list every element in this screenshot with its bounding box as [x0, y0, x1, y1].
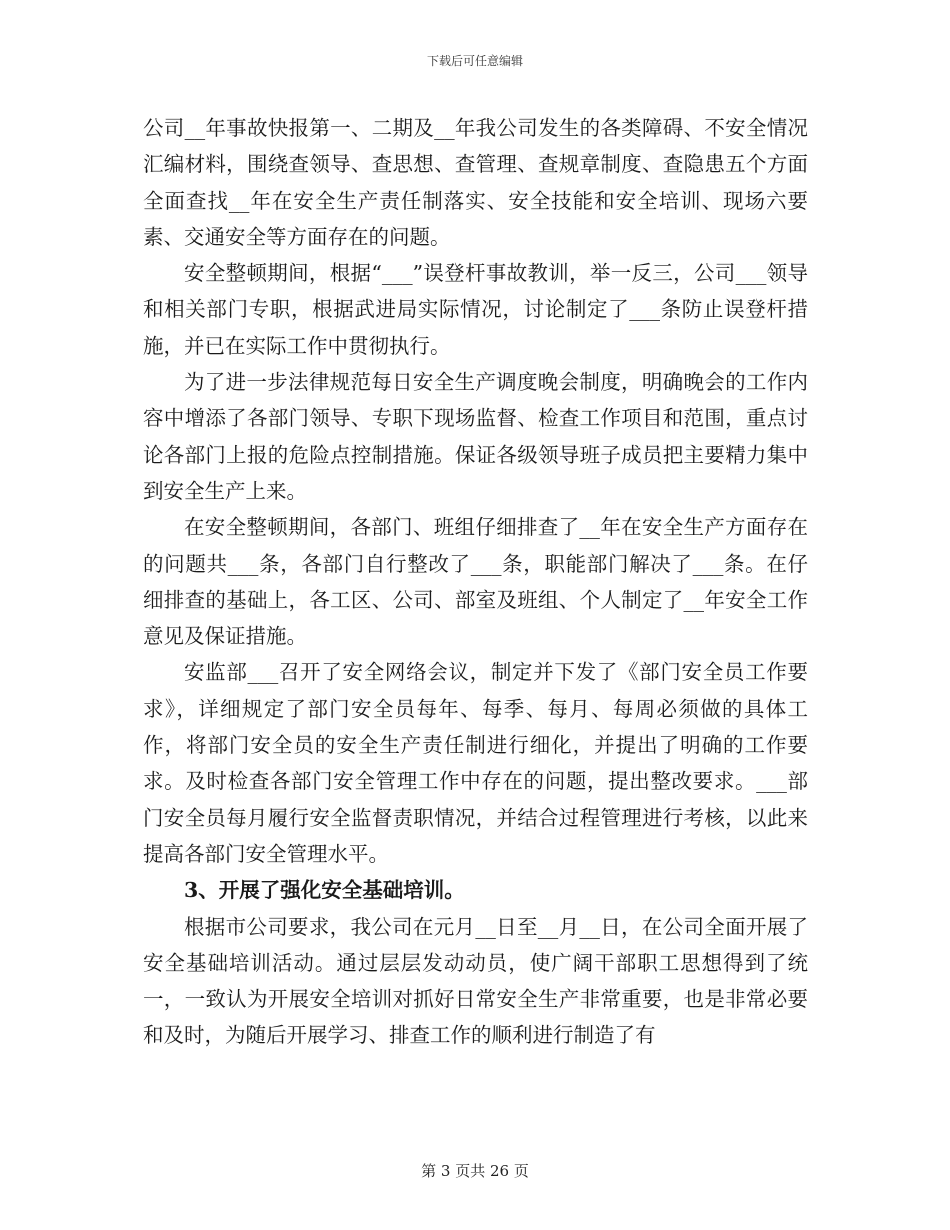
- document-body: [143, 110, 808, 1054]
- page-header-note: 下载后可任意编辑: [426, 54, 523, 68]
- paragraph-1: 公司__年事故快报第一、二期及__年我公司发生的各类障碍、不安全情况汇编材料，围绕查领导、查思想、查管理、查规章制度、查隐患五个方面全面查找__年在安全生产责任制落实、安全技能和安全培训、现场六要素、交通安全等方面存在的问题。: [143, 116, 808, 249]
- paragraph-6: 根据市公司要求，我公司在元月__日至__月__日，在公司全面开展了安全基础培训活动。通过层层发动动员，使广阔干部职工思想得到了统一，一致认为开展安全培训对抓好日常安全生产非常重要，也是非常必要和及时，为随后开展学习、排查工作的顺利进行制造了有: [143, 914, 808, 1048]
- paragraph-3: 为了进一步法律规范每日安全生产调度晚会制度，明确晚会的工作内容中增添了各部门领导、专职下现场监督、检查工作项目和范围，重点讨论各部门上报的危险点控制措施。保证各级领导班子成员把主要精力集中到安全生产上来。: [143, 370, 808, 503]
- paragraph-2: 安全整顿期间，根据“___”误登杆事故教训，举一反三，公司___领导和相关部门专职，根据武进局实际情况，讨论制定了___条防止误登杆措施，并已在实际工作中贯彻执行。: [143, 261, 808, 358]
- page-number: 第 3 页共 26 页: [421, 1162, 529, 1180]
- section-heading: 3、开展了强化安全基础培训。: [184, 878, 465, 903]
- paragraph-4: 在安全整顿期间，各部门、班组仔细排查了__年在安全生产方面存在的问题共___条，各部门自行整改了___条，职能部门解决了___条。在仔细排查的基础上，各工区、公司、部室及班组、个人制定了__年安全工作意见及保证措施。: [143, 515, 808, 649]
- paragraph-5: 安监部___召开了安全网络会议，制定并下发了《部门安全员工作要求》，详细规定了部门安全员每年、每季、每月、每周必须做的具体工作，将部门安全员的安全生产责任制进行细化，并提出了明确的工作要求。及时检查各部门安全管理工作中存在的问题，提出整改要求。___部门安全员每月履行安全监督责职情况，并结合过程管理进行考核，以此来提高各部门安全管理水平。: [143, 660, 808, 866]
